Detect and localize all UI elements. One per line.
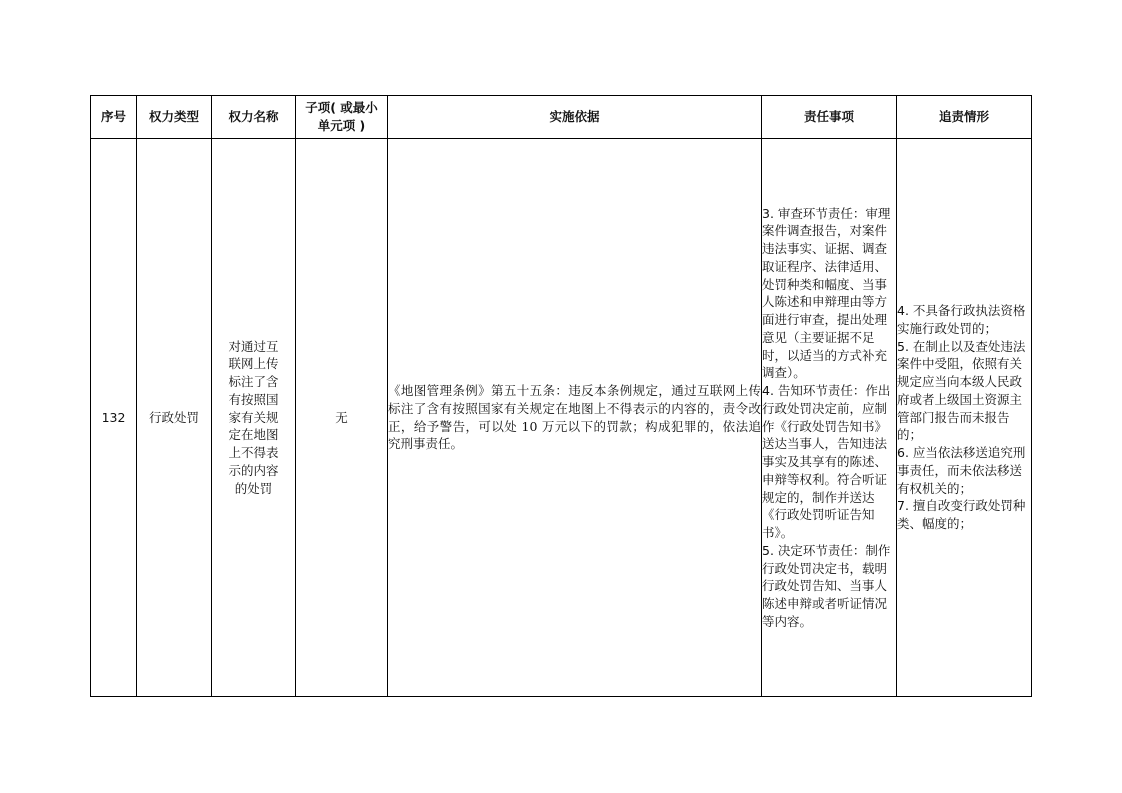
header-power-name: 权力名称	[212, 96, 296, 139]
header-basis: 实施依据	[388, 96, 762, 139]
accountability-item: 6. 应当依法移送追究刑事责任，而未依法移送有权机关的；	[897, 445, 1026, 496]
row-accountability	[897, 139, 1032, 697]
power-list-table	[90, 95, 1032, 697]
accountability-item: 5. 在制止以及查处违法案件中受阻，依照有关规定应当向本级人民政府或者上级国土资源主管部门报告而未报告的；	[897, 338, 1026, 443]
row-number: 132	[91, 139, 137, 697]
row-basis: 《地图管理条例》第五十五条：违反本条例规定，通过互联网上传标注了含有按照国家有关规定在地图上不得表示的内容的，责令改正，给予警告，可以处 10 万元以下的罚款；构成犯罪的，依法追究刑事责任。	[388, 139, 762, 697]
accountability-item: 4. 不具备行政执法资格实施行政处罚的；	[897, 303, 1026, 336]
row-power-name: 对通过互 联网上传 标注了含 有按照国 家有关规 定在地图 上不得表 示的内容 的处罚	[212, 139, 296, 697]
accountability-item: 7. 擅自改变行政处罚种类、幅度的；	[897, 498, 1026, 532]
responsibility-item: 5. 决定环节责任：制作行政处罚决定书，载明行政处罚告知、当事人陈述申辩或者听证情况等内容。	[762, 542, 891, 629]
header-number: 序号	[91, 96, 137, 139]
header-sub-item: 子项( 或最小 单元项 )	[296, 96, 388, 139]
responsibility-item: 3. 审查环节责任：审理案件调查报告，对案件违法事实、证据、调查取证程序、法律适用、处罚种类和幅度、当事人陈述和申辩理由等方面进行审查，提出处理意见（主要证据不足时，以适当的方式补充调查）。	[762, 205, 891, 381]
responsibility-item: 4. 告知环节责任：作出行政处罚决定前，应制作《行政处罚告知书》送达当事人，告知违法事实及其享有的陈述、申辩等权利。符合听证规定的，制作并送达《行政处罚听证告知书》。	[762, 383, 891, 540]
header-responsibilities: 责任事项	[762, 96, 897, 139]
header-accountability: 追责情形	[897, 96, 1032, 139]
table-row	[91, 139, 1032, 697]
row-sub-item: 无	[296, 139, 388, 697]
header-row	[91, 96, 1032, 139]
row-power-type: 行政处罚	[137, 139, 212, 697]
row-responsibilities	[762, 139, 897, 697]
header-power-type: 权力类型	[137, 96, 212, 139]
